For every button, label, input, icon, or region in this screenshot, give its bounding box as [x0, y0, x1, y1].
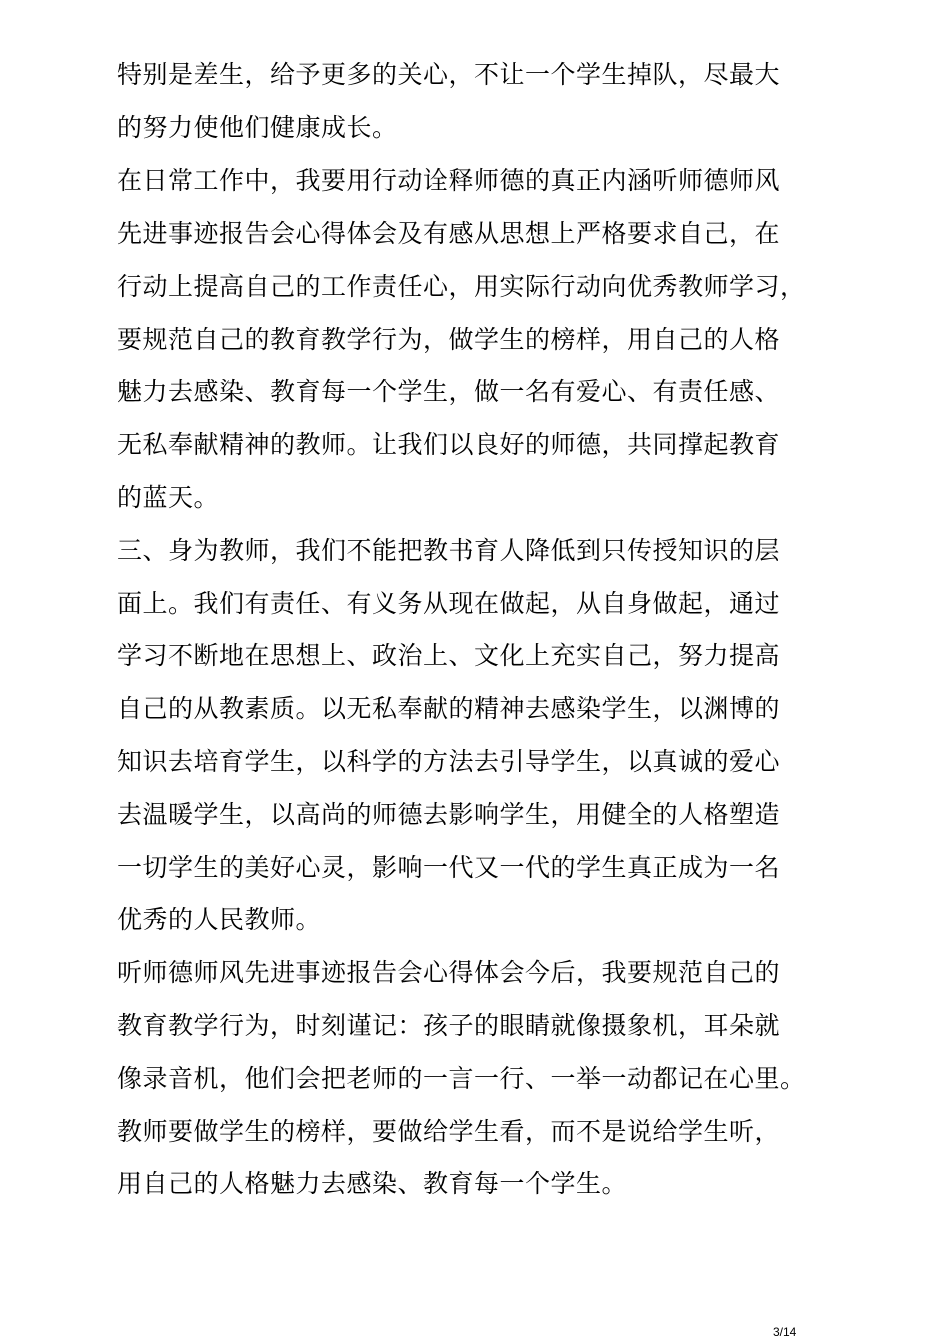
text-line: 去温暖学生，以高尚的师德去影响学生，用健全的人格塑造 — [117, 800, 781, 829]
text-line: 的努力使他们健康成长。 — [117, 113, 398, 142]
text-line: 学习不断地在思想上、政治上、文化上充实自己，努力提高 — [117, 641, 781, 670]
text-line: 在日常工作中，我要用行动诠释师德的真正内涵听师德师风 — [117, 166, 781, 195]
text-line: 三、身为教师，我们不能把教书育人降低到只传授知识的层 — [117, 536, 781, 565]
text-line: 魅力去感染、教育每一个学生，做一名有爱心、有责任感、 — [117, 377, 781, 406]
text-line: 自己的从教素质。以无私奉献的精神去感染学生，以渊博的 — [117, 694, 781, 723]
text-line: 一切学生的美好心灵，影响一代又一代的学生真正成为一名 — [117, 853, 781, 882]
text-line: 无私奉献精神的教师。让我们以良好的师德，共同撑起教育 — [117, 430, 781, 459]
text-line: 特别是差生，给予更多的关心，不让一个学生掉队，尽最大 — [117, 60, 781, 89]
text-line: 先进事迹报告会心得体会及有感从思想上严格要求自己，在 — [117, 219, 781, 248]
text-line: 用自己的人格魅力去感染、教育每一个学生。 — [117, 1169, 628, 1198]
text-line: 优秀的人民教师。 — [117, 905, 322, 934]
text-line: 行动上提高自己的工作责任心，用实际行动向优秀教师学习， — [117, 272, 806, 301]
text-line: 知识去培育学生，以科学的方法去引导学生，以真诚的爱心 — [117, 747, 781, 776]
text-line: 教师要做学生的榜样，要做给学生看，而不是说给学生听， — [117, 1117, 781, 1146]
text-line: 像录音机，他们会把老师的一言一行、一举一动都记在心里。 — [117, 1064, 806, 1093]
text-line: 教育教学行为，时刻谨记：孩子的眼睛就像摄象机，耳朵就 — [117, 1011, 781, 1040]
page-number: 3/14 — [773, 1325, 797, 1339]
text-line: 听师德师风先进事迹报告会心得体会今后，我要规范自己的 — [117, 958, 781, 987]
text-line: 要规范自己的教育教学行为，做学生的榜样，用自己的人格 — [117, 325, 781, 354]
text-line: 面上。我们有责任、有义务从现在做起，从自身做起，通过 — [117, 589, 781, 618]
text-line: 的蓝天。 — [117, 483, 220, 512]
